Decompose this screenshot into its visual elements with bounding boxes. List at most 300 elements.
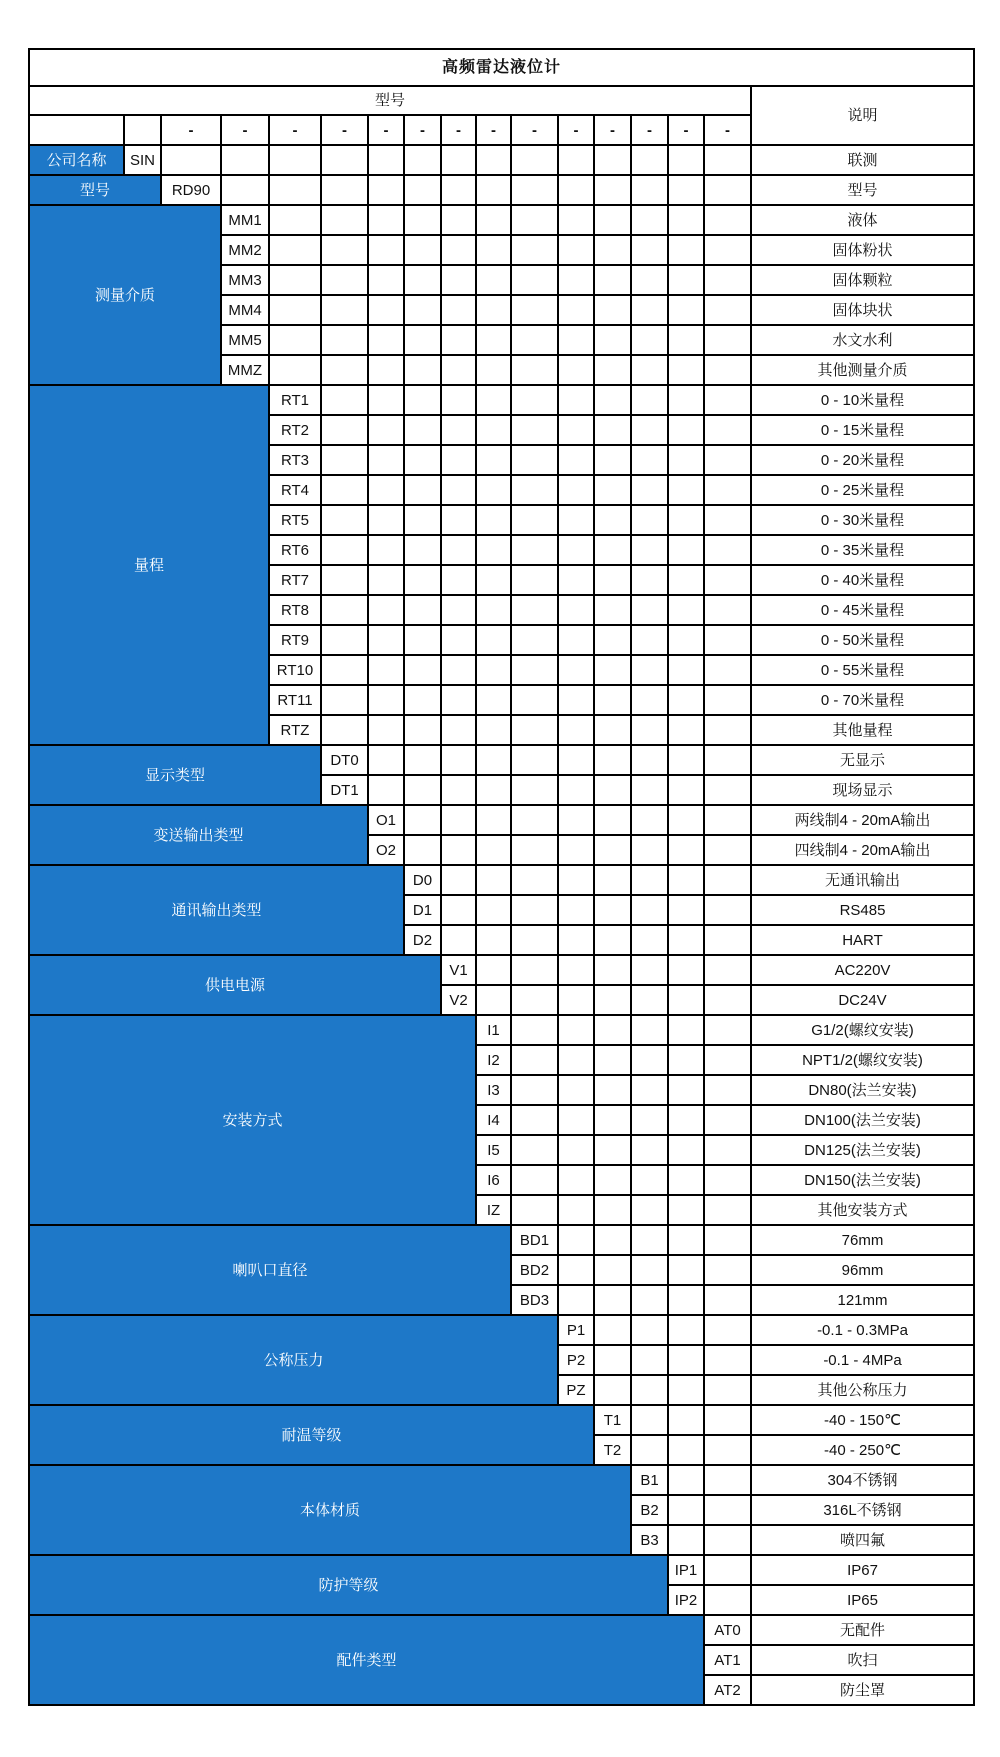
category-label: 量程 <box>30 386 268 744</box>
description-cell: IP67 <box>752 1556 973 1584</box>
code-cell: I1 <box>477 1016 510 1044</box>
category-label: 变送输出类型 <box>30 806 367 864</box>
table-title: 高频雷达液位计 <box>30 50 973 85</box>
empty-cell <box>632 236 667 264</box>
empty-cell <box>512 776 557 804</box>
description-cell: 0 - 55米量程 <box>752 656 973 684</box>
empty-cell <box>322 626 367 654</box>
empty-cell <box>705 506 750 534</box>
code-cell: RT4 <box>270 476 320 504</box>
code-cell: P2 <box>559 1346 593 1374</box>
empty-cell <box>559 986 593 1014</box>
empty-cell <box>512 416 557 444</box>
empty-cell <box>559 656 593 684</box>
empty-cell <box>632 1226 667 1254</box>
empty-cell <box>669 896 703 924</box>
empty-cell <box>669 806 703 834</box>
empty-cell <box>632 566 667 594</box>
description-cell: 其他量程 <box>752 716 973 744</box>
empty-cell <box>477 716 510 744</box>
empty-cell <box>669 986 703 1014</box>
empty-cell <box>512 476 557 504</box>
description-cell: 两线制4 - 20mA输出 <box>752 806 973 834</box>
empty-cell <box>477 176 510 204</box>
empty-cell <box>477 236 510 264</box>
empty-cell <box>595 926 630 954</box>
code-cell: RT5 <box>270 506 320 534</box>
empty-cell <box>559 506 593 534</box>
empty-cell <box>559 686 593 714</box>
empty-cell <box>405 566 440 594</box>
empty-cell <box>322 176 367 204</box>
empty-cell <box>669 836 703 864</box>
empty-cell <box>559 1106 593 1134</box>
empty-cell <box>512 1106 557 1134</box>
empty-cell <box>632 1196 667 1224</box>
empty-cell <box>632 1436 667 1464</box>
empty-cell <box>369 536 403 564</box>
empty-cell <box>559 866 593 894</box>
description-cell: 0 - 10米量程 <box>752 386 973 414</box>
empty-cell <box>405 626 440 654</box>
empty-cell <box>512 746 557 774</box>
description-cell: 0 - 25米量程 <box>752 476 973 504</box>
code-cell: V2 <box>442 986 475 1014</box>
empty-cell <box>595 716 630 744</box>
empty-cell <box>705 236 750 264</box>
dash-cell: - <box>405 116 440 144</box>
description-cell: 液体 <box>752 206 973 234</box>
empty-cell <box>512 1166 557 1194</box>
empty-cell <box>669 656 703 684</box>
empty-cell <box>405 356 440 384</box>
empty-cell <box>512 866 557 894</box>
code-cell: I6 <box>477 1166 510 1194</box>
empty-cell <box>369 296 403 324</box>
empty-cell <box>595 956 630 984</box>
empty-cell <box>705 1196 750 1224</box>
code-cell: MMZ <box>222 356 268 384</box>
category-label: 耐温等级 <box>30 1406 593 1464</box>
empty-cell <box>512 506 557 534</box>
empty-cell <box>559 236 593 264</box>
empty-cell <box>669 1016 703 1044</box>
empty-cell <box>477 806 510 834</box>
code-cell: MM5 <box>222 326 268 354</box>
description-cell: 喷四氟 <box>752 1526 973 1554</box>
empty-cell <box>669 1136 703 1164</box>
empty-cell <box>705 566 750 594</box>
empty-cell <box>632 956 667 984</box>
empty-cell <box>405 836 440 864</box>
code-cell: O1 <box>369 806 403 834</box>
empty-cell <box>595 1046 630 1074</box>
empty-cell <box>442 686 475 714</box>
empty-cell <box>477 506 510 534</box>
empty-cell <box>632 686 667 714</box>
empty-cell <box>595 746 630 774</box>
empty-cell <box>477 146 510 174</box>
empty-cell <box>705 416 750 444</box>
empty-cell <box>477 746 510 774</box>
code-cell: IP2 <box>669 1586 703 1614</box>
empty-cell <box>669 1526 703 1554</box>
empty-cell <box>369 626 403 654</box>
empty-cell <box>669 1406 703 1434</box>
empty-cell <box>405 386 440 414</box>
code-cell: RT2 <box>270 416 320 444</box>
empty-cell <box>595 176 630 204</box>
description-cell: 0 - 45米量程 <box>752 596 973 624</box>
empty-cell <box>632 896 667 924</box>
empty-cell <box>632 836 667 864</box>
empty-cell <box>322 236 367 264</box>
empty-cell <box>477 686 510 714</box>
empty-cell <box>705 536 750 564</box>
category-label: 本体材质 <box>30 1466 630 1554</box>
empty-cell <box>669 1316 703 1344</box>
empty-cell <box>405 476 440 504</box>
empty-cell <box>512 1016 557 1044</box>
empty-cell <box>632 1106 667 1134</box>
empty-cell <box>632 926 667 954</box>
empty-cell <box>322 506 367 534</box>
code-cell: T2 <box>595 1436 630 1464</box>
empty-cell <box>705 1316 750 1344</box>
empty-cell <box>705 446 750 474</box>
code-cell: B3 <box>632 1526 667 1554</box>
empty-cell <box>669 1286 703 1314</box>
description-cell: DC24V <box>752 986 973 1014</box>
code-cell: I2 <box>477 1046 510 1074</box>
description-cell: 无配件 <box>752 1616 973 1644</box>
empty-cell <box>669 446 703 474</box>
empty-cell <box>369 446 403 474</box>
code-cell: RT11 <box>270 686 320 714</box>
empty-cell <box>595 506 630 534</box>
empty-cell <box>442 446 475 474</box>
empty-cell <box>442 536 475 564</box>
empty-cell <box>442 716 475 744</box>
empty-cell <box>559 146 593 174</box>
description-cell: -40 - 250℃ <box>752 1436 973 1464</box>
empty-cell <box>405 746 440 774</box>
empty-cell <box>669 356 703 384</box>
code-cell: O2 <box>369 836 403 864</box>
empty-cell <box>369 686 403 714</box>
empty-cell <box>705 956 750 984</box>
empty-cell <box>632 1346 667 1374</box>
empty-cell <box>477 596 510 624</box>
empty-cell <box>369 716 403 744</box>
description-cell: 防尘罩 <box>752 1676 973 1704</box>
description-cell: 0 - 35米量程 <box>752 536 973 564</box>
empty-cell <box>559 1286 593 1314</box>
empty-cell <box>442 176 475 204</box>
empty-cell <box>705 1286 750 1314</box>
empty-cell <box>595 386 630 414</box>
description-cell: 型号 <box>752 176 973 204</box>
empty-cell <box>705 1406 750 1434</box>
empty-cell <box>477 896 510 924</box>
empty-cell <box>270 146 320 174</box>
category-label: 喇叭口直径 <box>30 1226 510 1314</box>
description-cell: DN80(法兰安装) <box>752 1076 973 1104</box>
empty-cell <box>405 266 440 294</box>
empty-cell <box>632 806 667 834</box>
empty-cell <box>595 806 630 834</box>
empty-cell <box>705 146 750 174</box>
description-cell: G1/2(螺纹安装) <box>752 1016 973 1044</box>
empty-cell <box>477 266 510 294</box>
empty-cell <box>705 986 750 1014</box>
empty-cell <box>595 626 630 654</box>
description-cell: 0 - 20米量程 <box>752 446 973 474</box>
empty-cell <box>705 686 750 714</box>
empty-cell <box>705 1226 750 1254</box>
empty-cell <box>512 446 557 474</box>
empty-cell <box>477 986 510 1014</box>
empty-cell <box>705 866 750 894</box>
empty-cell <box>477 776 510 804</box>
dash-row-cell <box>125 116 160 144</box>
empty-cell <box>559 1226 593 1254</box>
description-cell: -40 - 150℃ <box>752 1406 973 1434</box>
empty-cell <box>512 836 557 864</box>
empty-cell <box>322 446 367 474</box>
description-cell: 0 - 15米量程 <box>752 416 973 444</box>
empty-cell <box>632 596 667 624</box>
empty-cell <box>442 866 475 894</box>
empty-cell <box>595 1376 630 1404</box>
empty-cell <box>442 926 475 954</box>
code-cell: RT9 <box>270 626 320 654</box>
empty-cell <box>559 566 593 594</box>
description-cell: 固体粉状 <box>752 236 973 264</box>
empty-cell <box>512 956 557 984</box>
empty-cell <box>595 536 630 564</box>
empty-cell <box>705 1136 750 1164</box>
description-cell: RS485 <box>752 896 973 924</box>
empty-cell <box>369 776 403 804</box>
code-cell: MM3 <box>222 266 268 294</box>
dash-cell: - <box>442 116 475 144</box>
empty-cell <box>595 296 630 324</box>
empty-cell <box>322 566 367 594</box>
empty-cell <box>369 356 403 384</box>
empty-cell <box>442 356 475 384</box>
code-cell: BD3 <box>512 1286 557 1314</box>
empty-cell <box>705 656 750 684</box>
empty-cell <box>632 656 667 684</box>
empty-cell <box>632 626 667 654</box>
empty-cell <box>705 1556 750 1584</box>
empty-cell <box>595 1196 630 1224</box>
empty-cell <box>512 236 557 264</box>
empty-cell <box>595 146 630 174</box>
code-cell: IZ <box>477 1196 510 1224</box>
description-cell: 现场显示 <box>752 776 973 804</box>
empty-cell <box>512 686 557 714</box>
code-cell: I5 <box>477 1136 510 1164</box>
empty-cell <box>705 1256 750 1284</box>
code-cell: D1 <box>405 896 440 924</box>
empty-cell <box>559 446 593 474</box>
code-cell: P1 <box>559 1316 593 1344</box>
description-cell: 316L不锈钢 <box>752 1496 973 1524</box>
empty-cell <box>559 596 593 624</box>
empty-cell <box>512 1196 557 1224</box>
empty-cell <box>669 566 703 594</box>
empty-cell <box>405 146 440 174</box>
empty-cell <box>442 206 475 234</box>
empty-cell <box>669 686 703 714</box>
empty-cell <box>512 896 557 924</box>
empty-cell <box>559 1046 593 1074</box>
category-label: 通讯输出类型 <box>30 866 403 954</box>
code-cell: D2 <box>405 926 440 954</box>
empty-cell <box>595 596 630 624</box>
empty-cell <box>559 626 593 654</box>
empty-cell <box>705 926 750 954</box>
empty-cell <box>270 356 320 384</box>
category-label: 配件类型 <box>30 1616 703 1704</box>
empty-cell <box>477 296 510 324</box>
empty-cell <box>512 146 557 174</box>
description-cell: IP65 <box>752 1586 973 1614</box>
empty-cell <box>669 626 703 654</box>
empty-cell <box>632 1286 667 1314</box>
empty-cell <box>369 266 403 294</box>
empty-cell <box>442 296 475 324</box>
empty-cell <box>559 1166 593 1194</box>
empty-cell <box>669 1376 703 1404</box>
dash-cell: - <box>322 116 367 144</box>
code-cell: DT1 <box>322 776 367 804</box>
empty-cell <box>559 956 593 984</box>
dash-cell: - <box>477 116 510 144</box>
empty-cell <box>559 206 593 234</box>
empty-cell <box>512 596 557 624</box>
empty-cell <box>669 596 703 624</box>
empty-cell <box>559 716 593 744</box>
empty-cell <box>705 1526 750 1554</box>
empty-cell <box>632 206 667 234</box>
empty-cell <box>222 176 268 204</box>
dash-cell: - <box>369 116 403 144</box>
empty-cell <box>405 206 440 234</box>
empty-cell <box>705 296 750 324</box>
empty-cell <box>669 776 703 804</box>
empty-cell <box>669 716 703 744</box>
empty-cell <box>632 296 667 324</box>
empty-cell <box>705 776 750 804</box>
empty-cell <box>442 266 475 294</box>
empty-cell <box>559 386 593 414</box>
empty-cell <box>477 956 510 984</box>
empty-cell <box>442 896 475 924</box>
empty-cell <box>512 926 557 954</box>
empty-cell <box>705 896 750 924</box>
empty-cell <box>442 596 475 624</box>
empty-cell <box>595 986 630 1014</box>
empty-cell <box>595 1136 630 1164</box>
empty-cell <box>669 296 703 324</box>
empty-cell <box>512 206 557 234</box>
empty-cell <box>512 296 557 324</box>
empty-cell <box>595 416 630 444</box>
empty-cell <box>369 206 403 234</box>
empty-cell <box>512 716 557 744</box>
empty-cell <box>559 326 593 354</box>
empty-cell <box>270 326 320 354</box>
code-cell: I3 <box>477 1076 510 1104</box>
empty-cell <box>369 326 403 354</box>
empty-cell <box>669 386 703 414</box>
empty-cell <box>595 1226 630 1254</box>
empty-cell <box>632 1166 667 1194</box>
code-cell: T1 <box>595 1406 630 1434</box>
empty-cell <box>595 236 630 264</box>
empty-cell <box>477 566 510 594</box>
empty-cell <box>322 146 367 174</box>
code-cell: RT6 <box>270 536 320 564</box>
empty-cell <box>705 476 750 504</box>
empty-cell <box>705 1436 750 1464</box>
empty-cell <box>322 326 367 354</box>
description-cell: 其他测量介质 <box>752 356 973 384</box>
empty-cell <box>669 1076 703 1104</box>
empty-cell <box>632 776 667 804</box>
empty-cell <box>705 806 750 834</box>
dash-cell: - <box>705 116 750 144</box>
empty-cell <box>322 536 367 564</box>
empty-cell <box>477 386 510 414</box>
empty-cell <box>632 866 667 894</box>
empty-cell <box>632 146 667 174</box>
empty-cell <box>512 806 557 834</box>
description-cell: 其他公称压力 <box>752 1376 973 1404</box>
description-cell: 固体块状 <box>752 296 973 324</box>
empty-cell <box>477 326 510 354</box>
empty-cell <box>442 806 475 834</box>
empty-cell <box>632 266 667 294</box>
dash-cell: - <box>559 116 593 144</box>
empty-cell <box>669 1436 703 1464</box>
empty-cell <box>632 506 667 534</box>
empty-cell <box>322 596 367 624</box>
empty-cell <box>369 236 403 264</box>
empty-cell <box>669 746 703 774</box>
empty-cell <box>669 1196 703 1224</box>
empty-cell <box>705 746 750 774</box>
description-cell: AC220V <box>752 956 973 984</box>
empty-cell <box>442 146 475 174</box>
empty-cell <box>705 1466 750 1494</box>
empty-cell <box>442 236 475 264</box>
empty-cell <box>705 596 750 624</box>
code-cell: RD90 <box>162 176 220 204</box>
category-label: 型号 <box>30 176 160 204</box>
empty-cell <box>512 1076 557 1104</box>
empty-cell <box>512 566 557 594</box>
empty-cell <box>405 656 440 684</box>
empty-cell <box>322 386 367 414</box>
empty-cell <box>632 1406 667 1434</box>
code-cell: BD1 <box>512 1226 557 1254</box>
empty-cell <box>442 326 475 354</box>
empty-cell <box>669 326 703 354</box>
